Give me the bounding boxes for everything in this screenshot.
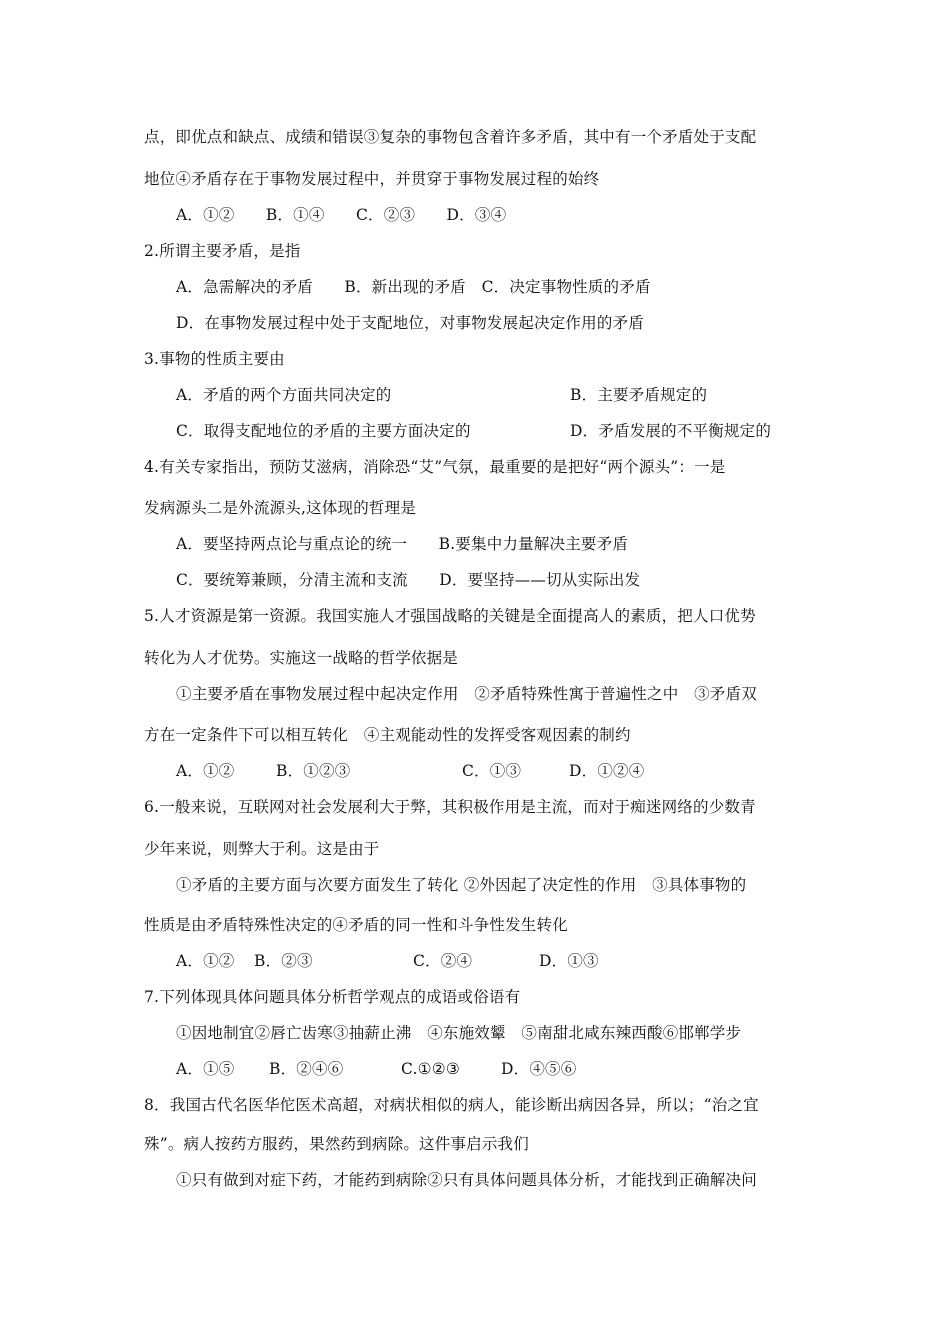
q3-option-b: B．主要矛盾规定的 — [570, 386, 708, 404]
text-line: 方在一定条件下可以相互转化 ④主观能动性的发挥受客观因素的制约 — [144, 726, 631, 744]
q6-option-c: C．②④ — [413, 952, 473, 970]
q2-options-abc: A．急需解决的矛盾 B．新出现的矛盾 C．决定事物性质的矛盾 — [176, 278, 651, 296]
question-2: 2.所谓主要矛盾，是指 — [144, 242, 301, 260]
q7-option-c: C.①②③ — [401, 1060, 460, 1078]
text-line: 少年来说，则弊大于利。这是由于 — [144, 840, 380, 858]
q1-options: A．①② B．①④ C．②③ D．③④ — [176, 206, 507, 224]
q5-option-c: C．①③ — [462, 762, 522, 780]
text-line: 地位④矛盾存在于事物发展过程中，并贯穿于事物发展过程的始终 — [144, 170, 600, 188]
question-8: 8．我国古代名医华佗医术高超，对病状相似的病人，能诊断出病因各异，所以；“治之宜 — [144, 1096, 759, 1114]
q7-option-d: D．④⑤⑥ — [501, 1060, 577, 1078]
q5-option-b: B．①②③ — [276, 762, 351, 780]
q8-statements: ①只有做到对症下药，才能药到病除②只有具体问题具体分析，才能找到正确解决问 — [176, 1171, 757, 1189]
text-line: 殊”。病人按药方服药，果然药到病除。这件事启示我们 — [144, 1135, 529, 1153]
text-line: 性质是由矛盾特殊性决定的④矛盾的同一性和斗争性发生转化 — [144, 916, 568, 934]
q2-option-d: D．在事物发展过程中处于支配地位，对事物发展起决定作用的矛盾 — [176, 314, 644, 332]
text-line: 发病源头二是外流源头,这体现的哲理是 — [144, 499, 417, 517]
q6-option-a: A．①② — [176, 952, 235, 970]
q3-option-c: C．取得支配地位的矛盾的主要方面决定的 — [176, 422, 471, 440]
q6-statements: ①矛盾的主要方面与次要方面发生了转化 ②外因起了决定性的作用 ③具体事物的 — [176, 876, 747, 894]
q5-option-a: A．①② — [176, 762, 235, 780]
question-7: 7.下列体现具体问题具体分析哲学观点的成语或俗语有 — [144, 988, 521, 1006]
question-4: 4.有关专家指出，预防艾滋病，消除恐“艾”气氛，最重要的是把好“两个源头”：一是 — [144, 458, 726, 476]
q6-option-d: D．①③ — [539, 952, 599, 970]
question-5: 5.人才资源是第一资源。我国实施人才强国战略的关键是全面提高人的素质，把人口优势 — [144, 607, 756, 625]
q4-options-cd: C．要统筹兼顾，分清主流和支流 D．要坚持——切从实际出发 — [176, 571, 641, 589]
text-line: 点，即优点和缺点、成绩和错误③复杂的事物包含着许多矛盾，其中有一个矛盾处于支配 — [144, 128, 757, 146]
q3-option-d: D．矛盾发展的不平衡规定的 — [570, 422, 772, 440]
question-3: 3.事物的性质主要由 — [144, 350, 285, 368]
q3-option-a: A．矛盾的两个方面共同决定的 — [176, 386, 392, 404]
q5-option-d: D．①②④ — [569, 762, 645, 780]
q7-statements: ①因地制宜②唇亡齿寒③抽薪止沸 ④东施效颦 ⑤南甜北咸东辣西酸⑥邯郸学步 — [176, 1024, 742, 1042]
question-6: 6.一般来说，互联网对社会发展利大于弊，其积极作用是主流，而对于痴迷网络的少数青 — [144, 798, 756, 816]
q6-option-b: B．②③ — [254, 952, 313, 970]
q7-option-b: B．②④⑥ — [269, 1060, 344, 1078]
text-line: 转化为人才优势。实施这一战略的哲学依据是 — [144, 649, 459, 667]
q4-options-ab: A．要坚持两点论与重点论的统一 B.要集中力量解决主要矛盾 — [176, 535, 629, 553]
q5-statements: ①主要矛盾在事物发展过程中起决定作用 ②矛盾特殊性寓于普遍性之中 ③矛盾双 — [176, 685, 757, 703]
q7-option-a: A．①⑤ — [176, 1060, 235, 1078]
